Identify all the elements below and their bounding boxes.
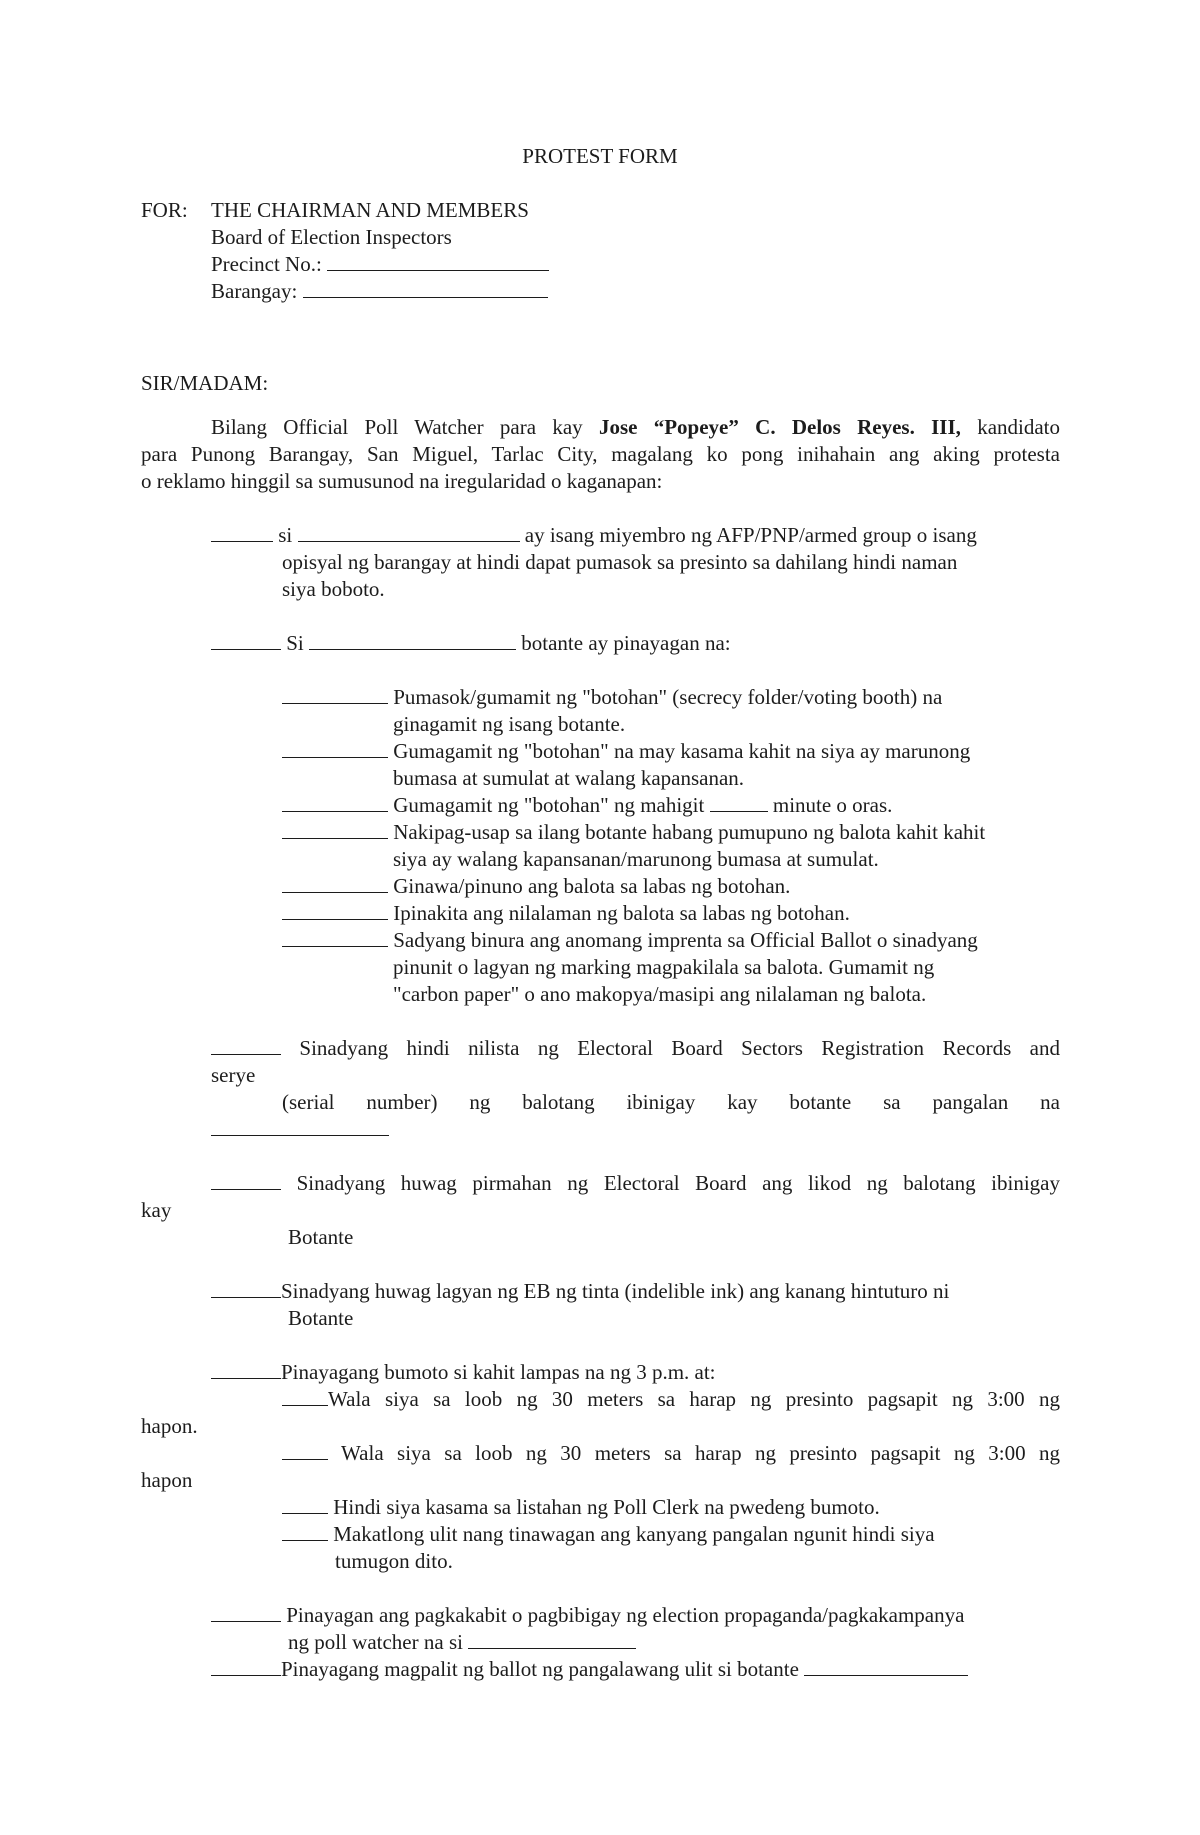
item6-sub1	[282, 1386, 1060, 1413]
item6-sub4	[282, 1521, 935, 1548]
item8-check-blank[interactable]	[211, 1658, 281, 1676]
item6-sub4-cont: tumugon dito.	[335, 1549, 453, 1573]
addressee-line2: Board of Election Inspectors	[211, 225, 452, 249]
item2-name-blank[interactable]	[309, 632, 516, 650]
item2-check-blank[interactable]	[211, 632, 281, 650]
sub4-text: Nakipag-usap sa ilang botante habang pumupuno ng balota kahit kahit	[393, 820, 986, 844]
item2-sub7-cont2: "carbon paper" o ano makopya/masipi ang nilalaman ng balota.	[393, 982, 927, 1006]
sub3-text-end: minute o oras.	[772, 793, 893, 817]
item6-sub3-blank[interactable]	[282, 1496, 328, 1514]
sub7-blank[interactable]	[282, 929, 388, 947]
for-label: FOR:	[141, 198, 188, 222]
item7-check-blank[interactable]	[211, 1604, 281, 1622]
item2-sub1-cont: ginagamit ng isang botante.	[393, 712, 626, 736]
sub2-text: Gumagamit ng "botohan" na may kasama kahit na siya ay marunong	[393, 739, 971, 763]
item3-line4	[211, 1116, 389, 1143]
sub3-text: Gumagamit ng "botohan" ng mahigit	[393, 793, 705, 817]
intro-line3: o reklamo hinggil sa sumusunod na iregularidad o kaganapan:	[141, 469, 663, 493]
item2-sub1	[282, 684, 942, 711]
item6-sub2-cont: hapon	[141, 1468, 193, 1492]
item1-check-blank[interactable]	[211, 524, 273, 542]
item2-sub4	[282, 819, 985, 846]
item5-text: Sinadyang huwag lagyan ng EB ng tinta (indelible ink) ang kanang hintuturo ni	[281, 1279, 950, 1303]
item2-sub3	[282, 792, 892, 819]
intro-line2: para Punong Barangay, San Miguel, Tarlac City, magalang ko pong inihahain ang aking protesta	[141, 442, 1060, 466]
item2-sub5	[282, 873, 790, 900]
page-title: PROTEST FORM	[522, 144, 678, 168]
item6-sub2-blank[interactable]	[282, 1442, 328, 1460]
item8-line1	[211, 1656, 968, 1683]
item1-text: ay isang miyembro ng AFP/PNP/armed group o isang	[524, 523, 977, 547]
item4-check-blank[interactable]	[211, 1172, 281, 1190]
item1-line1	[211, 522, 977, 549]
item7-text: Pinayagan ang pagkakabit o pagbibigay ng election propaganda/pagkakampanya	[286, 1603, 965, 1627]
sub6-text: Ipinakita ang nilalaman ng balota sa labas ng botohan.	[393, 901, 850, 925]
item2-text: botante ay pinayagan na:	[521, 631, 731, 655]
salutation: SIR/MADAM:	[141, 371, 269, 395]
sub5-blank[interactable]	[282, 875, 388, 893]
item5-check-blank[interactable]	[211, 1280, 281, 1298]
sub4-blank[interactable]	[282, 821, 388, 839]
item7-line1	[211, 1602, 964, 1629]
item4-line1	[211, 1170, 1060, 1197]
item6-sub4-blank[interactable]	[282, 1523, 328, 1541]
item2-sub6	[282, 900, 850, 927]
item8-text: Pinayagang magpalit ng ballot ng pangalawang ulit si botante	[281, 1657, 799, 1681]
item2-sub4-cont: siya ay walang kapansanan/marunong bumasa at sumulat.	[393, 847, 879, 871]
item7-line2	[288, 1629, 636, 1656]
item7-text2: ng poll watcher na si	[288, 1630, 463, 1654]
sub2-blank[interactable]	[282, 740, 388, 758]
item2-si: Si	[286, 631, 304, 655]
sub5-text: Ginawa/pinuno ang balota sa labas ng botohan.	[393, 874, 791, 898]
item6-sub2	[282, 1440, 1060, 1467]
item6-sub1-text: Wala siya sa loob ng 30 meters sa harap ng presinto pagsapit ng 3:00 ng	[328, 1387, 1060, 1411]
item2-sub7-cont1: pinunit o lagyan ng marking magpakilala sa balota. Gumamit ng	[393, 955, 935, 979]
item6-check-blank[interactable]	[211, 1361, 281, 1379]
item6-sub3-text: Hindi siya kasama sa listahan ng Poll Clerk na pwedeng bumoto.	[333, 1495, 880, 1519]
addressee-line1: THE CHAIRMAN AND MEMBERS	[211, 198, 529, 222]
item5-line1	[211, 1278, 949, 1305]
item3-name-blank[interactable]	[211, 1118, 389, 1136]
item1-name-blank[interactable]	[298, 524, 520, 542]
item3-text: Sinadyang hindi nilista ng Electoral Board Sectors Registration Records and	[299, 1036, 1061, 1060]
sub3-time-blank[interactable]	[710, 794, 768, 812]
intro-line1	[211, 414, 1060, 441]
item5-line2: Botante	[288, 1306, 354, 1330]
sub6-blank[interactable]	[282, 902, 388, 920]
item2-sub7	[282, 927, 978, 954]
item6-sub4-text: Makatlong ulit nang tinawagan ang kanyang pangalan ngunit hindi siya	[333, 1522, 935, 1546]
item7-name-blank[interactable]	[468, 1631, 636, 1649]
item6-sub3	[282, 1494, 880, 1521]
barangay-label: Barangay:	[211, 279, 298, 303]
sub7-text: Sadyang binura ang anomang imprenta sa Official Ballot o sinadyang	[393, 928, 978, 952]
item6-text: Pinayagang bumoto si kahit lampas na ng 3 p.m. at:	[281, 1360, 716, 1384]
item1-si: si	[278, 523, 293, 547]
sub1-text: Pumasok/gumamit ng "botohan" (secrecy folder/voting booth) na	[393, 685, 943, 709]
item1-line2: opisyal ng barangay at hindi dapat pumasok sa presinto sa dahilang hindi naman	[282, 550, 958, 574]
item4-text: Sinadyang huwag pirmahan ng Electoral Board ang likod ng balotang ibinigay	[296, 1171, 1060, 1195]
item3-line2: serye	[211, 1063, 256, 1087]
candidate-name: Jose “Popeye” C. Delos Reyes. III,	[598, 415, 961, 439]
precinct-blank[interactable]	[327, 253, 549, 271]
sub3-blank[interactable]	[282, 794, 388, 812]
barangay-field	[211, 278, 548, 305]
item8-name-blank[interactable]	[804, 1658, 968, 1676]
item2-sub2	[282, 738, 970, 765]
intro-text-start: Bilang Official Poll Watcher para kay	[211, 415, 583, 439]
item4-line3: Botante	[288, 1225, 354, 1249]
item6-sub2-text: Wala siya sa loob ng 30 meters sa harap ng presinto pagsapit ng 3:00 ng	[341, 1441, 1060, 1465]
item3-check-blank[interactable]	[211, 1037, 281, 1055]
precinct-label: Precinct No.:	[211, 252, 322, 276]
item6-line1	[211, 1359, 716, 1386]
barangay-blank[interactable]	[303, 280, 548, 298]
item6-sub1-blank[interactable]	[282, 1388, 328, 1406]
intro-text-end: kandidato	[977, 415, 1060, 439]
item2-line1	[211, 630, 731, 657]
item1-line3: siya boboto.	[282, 577, 385, 601]
item6-sub1-cont: hapon.	[141, 1414, 198, 1438]
sub1-blank[interactable]	[282, 686, 388, 704]
item3-line3: (serial number) ng balotang ibinigay kay botante sa pangalan na	[282, 1090, 1060, 1114]
item2-sub2-cont: bumasa at sumulat at walang kapansanan.	[393, 766, 745, 790]
item3-line1	[211, 1035, 1060, 1062]
item4-line2: kay	[141, 1198, 172, 1222]
precinct-field	[211, 251, 549, 278]
